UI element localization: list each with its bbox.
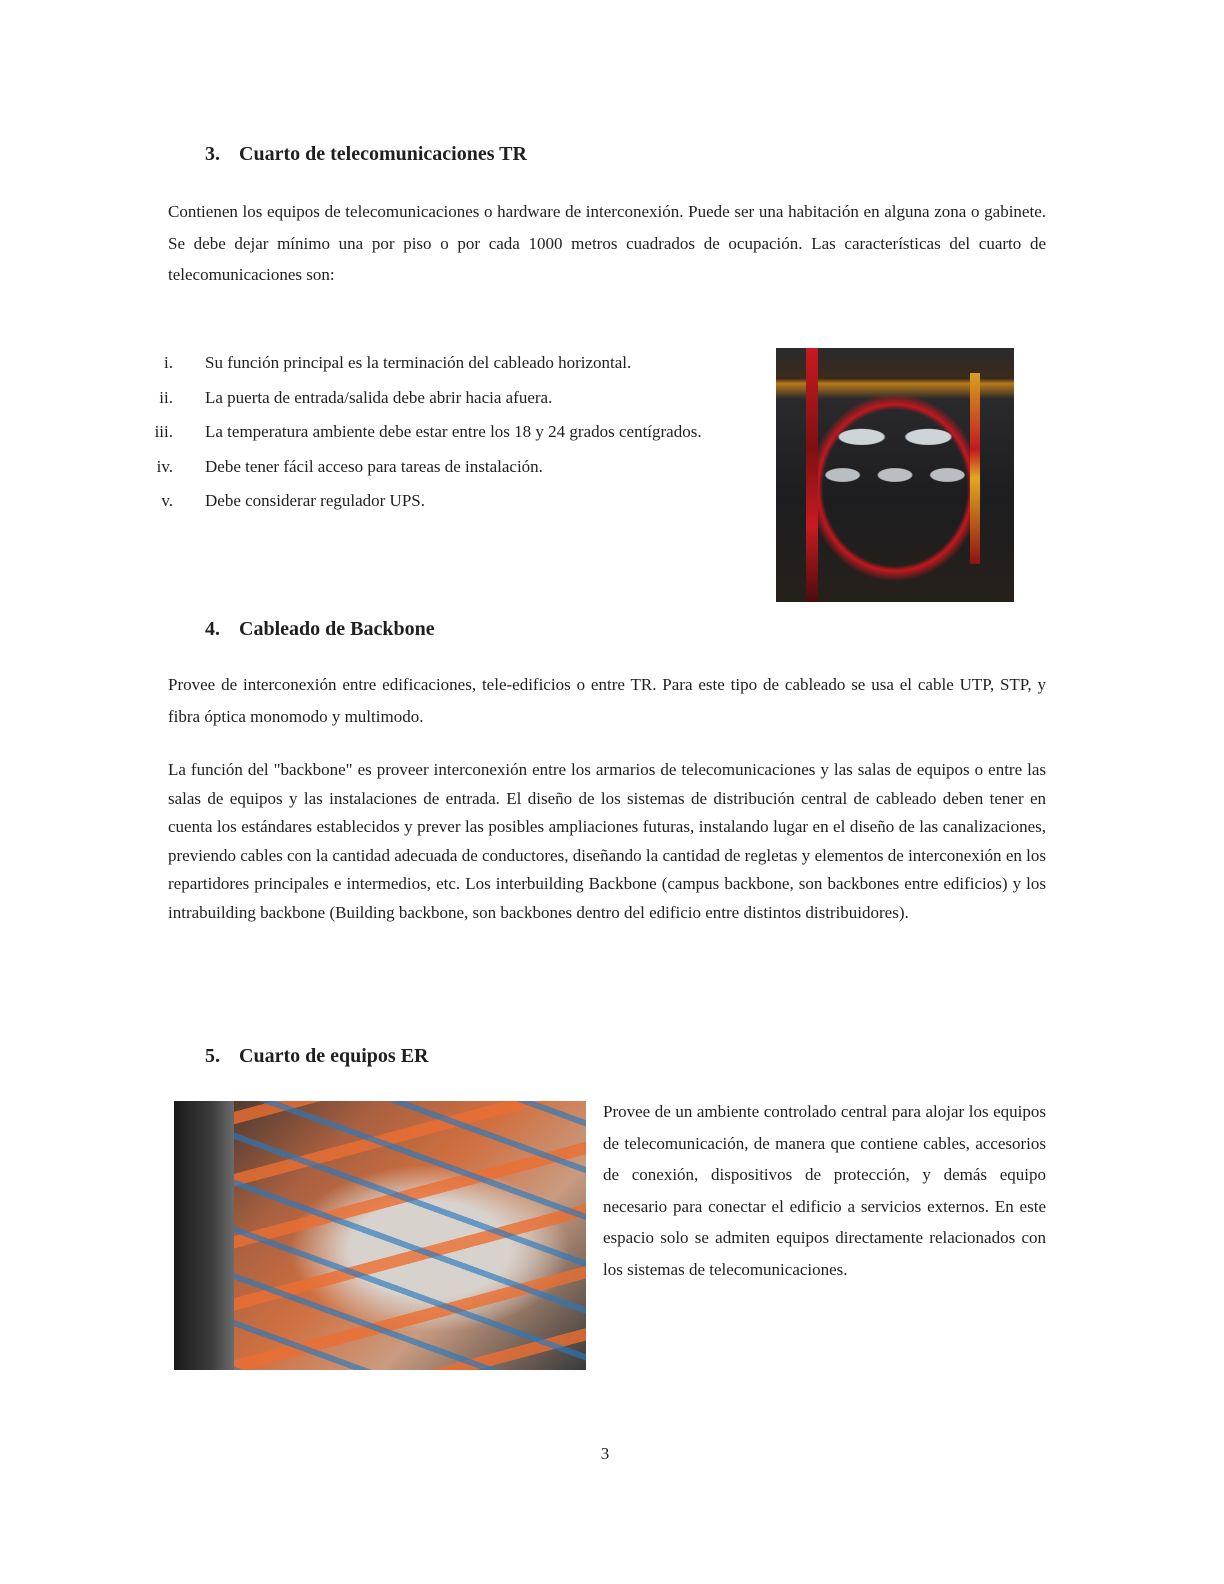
section-5-heading [205, 1045, 428, 1068]
section-5-title: Cuarto de equipos ER [239, 1045, 429, 1067]
list-marker: v. [161, 491, 173, 510]
section-3-number: 3. [205, 143, 220, 165]
section-5-paragraph: Provee de un ambiente controlado central para alojar los equipos de telecomunicación, de manera que contiene cables, accesorios de conexión, dispositivos de protección, y demás equipo necesario para conectar el edificio a servicios externos. En este espacio solo se admiten equipos directamente relacionados con los sistemas de telecomunicaciones. [603, 1102, 1046, 1279]
list-item-text: La puerta de entrada/salida debe abrir hacia afuera. [205, 387, 553, 407]
list-item [156, 451, 760, 483]
section-4-paragraph-2: La función del "backbone" es proveer interconexión entre los armarios de telecomunicaciones y las salas de equipos o entre las salas de equipos y las instalaciones de entrada. El diseño de los sistemas de distribución central de cableado deben tener en cuenta los estándares establecidos y prever las posibles ampliaciones futuras, instalando lugar en el diseño de las canalizaciones, previendo cables con la cantidad adecuada de conductores, diseñando la cantidad de regletas y elementos de interconexión en los repartidores principales e intermedios, etc. Los interbuilding Backbone (campus backbone, son backbones entre edificios) y los intrabuilding backbone (Building backbone, son backbones dentro del edificio entre distintos distribuidores). [168, 760, 1046, 922]
list-marker: ii. [159, 387, 173, 407]
section-3-paragraph: Contienen los equipos de telecomunicaciones o hardware de interconexión. Puede ser una habitación en alguna zona o gabinete. Se debe dejar mínimo una por piso o por cada 1000 metros cuadrados de ocupación. Las características del cuarto de telecomunicaciones son: [168, 202, 1046, 284]
list-item [154, 416, 760, 448]
section-4-heading [205, 618, 435, 641]
list-item [159, 382, 760, 414]
section-3-list [154, 347, 760, 520]
section-4-paragraph-1: Provee de interconexión entre edificaciones, tele-edificios o entre TR. Para este tipo de cableado se usa el cable UTP, STP, y fibra óptica monomodo y multimodo. [168, 675, 1046, 726]
list-marker: i. [164, 353, 173, 372]
section-4-title: Cableado de Backbone [239, 618, 435, 640]
section-3-heading [205, 143, 527, 166]
section-3-title: Cuarto de telecomunicaciones TR [239, 143, 527, 165]
list-item [161, 485, 760, 517]
list-item-text: La temperatura ambiente debe estar entre los 18 y 24 grados centígrados. [205, 422, 702, 441]
telecom-rack-photo [776, 348, 1014, 602]
list-marker: iii. [154, 422, 173, 441]
list-marker: iv. [156, 456, 173, 476]
section-4-number: 4. [205, 618, 220, 640]
list-item-text: Debe tener fácil acceso para tareas de instalación. [205, 456, 543, 476]
list-item [164, 347, 760, 379]
patch-panel-photo [174, 1101, 586, 1370]
section-5-number: 5. [205, 1045, 220, 1067]
list-item-text: Su función principal es la terminación del cableado horizontal. [205, 353, 632, 372]
list-item-text: Debe considerar regulador UPS. [205, 491, 425, 510]
page-number: 3 [600, 1444, 610, 1463]
